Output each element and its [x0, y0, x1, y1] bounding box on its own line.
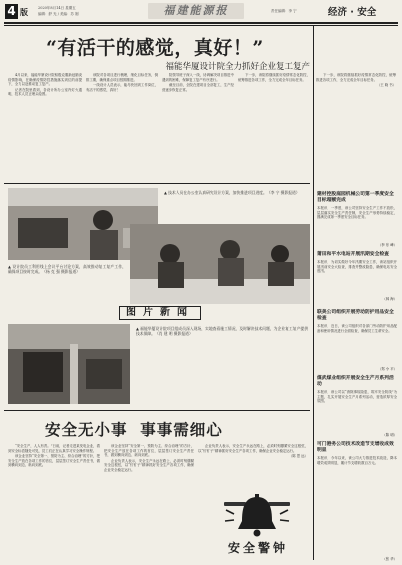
safety-column-3 — [198, 444, 308, 490]
side-news-title: 建材控股庭园机械公司第一季度安全目标超额完成 — [317, 192, 394, 203]
side-news-item — [317, 442, 397, 561]
side-news-body: 本报讯 今年以来，该公司大力推进技术改造，降本增效成效明显，累计节支增收数百万元。 — [317, 456, 397, 465]
photo-2-caption: ▲ 设计院员工利用线上会议平台讨论方案，高效推动复工复产工作，确保项目按时完成。（杨 克 强 摄影报道） — [8, 264, 126, 274]
safety-illustration — [222, 494, 292, 538]
editor-note: 责任编辑：李 宁 — [271, 9, 297, 13]
side-news-title: 煤武煤业组织开展安全生产月系列活动 — [317, 376, 394, 387]
photo-2 — [130, 224, 310, 304]
lead-paragraph: 下一步，该院将继续抓好疫情常态化防控，统筹推进各项工作，全力完成全年目标任务。 — [238, 73, 310, 82]
lead-column-4 — [238, 73, 310, 171]
lead-column-2 — [86, 73, 158, 171]
side-news-title: 可门港务公司技术改造节支增收成效明显 — [317, 442, 394, 453]
side-news-author: （郑 小 平） — [377, 367, 397, 371]
safety-paragraph: 该企业坚持“安全第一、预防为主、综合治理”的方针，把安全生产放在各项工作的首位，层层签订安全生产责任书，做到横向到边、纵向到底。 — [104, 444, 194, 458]
lead-column-5 — [316, 73, 396, 185]
sidebar-divider — [313, 26, 314, 560]
side-news-body: 本报讯 近日，该公司组织对各部门劳动防护用品配备和使用情况进行全面检查，确保员工生命安全。 — [317, 324, 397, 333]
photo-1-caption: ▲ 技术人员在办公室认真研究设计方案，加快推进项目进度。（李 宁 摄影报道） — [164, 190, 300, 195]
photo-3 — [8, 324, 130, 404]
side-news-body: 本报讯 该公司以“消除事故隐患，筑牢安全防线”为主题，扎实开展安全生产月系列活动，营造浓厚安全氛围。 — [317, 390, 397, 404]
safety-byline: （陈 思 远） — [288, 454, 308, 459]
photo-section-rule — [4, 410, 310, 411]
date-line: 2020年8月14日 星期五 — [38, 6, 76, 10]
side-news-author: （陈 明） — [382, 433, 397, 437]
side-news-title: 联美公司组织开展劳动防护用品安全检查 — [317, 310, 394, 321]
bell-icon — [222, 494, 292, 538]
lead-paragraph: 记者在院里看到，各设计所办公室内灯火通明，技术人员正埋头绘图。 — [8, 87, 82, 97]
section-title: 经济 · 安全 — [328, 7, 377, 18]
side-news-item — [317, 192, 397, 247]
safety-column-1 — [8, 444, 100, 560]
lead-column-1 — [8, 73, 82, 171]
side-news-item — [317, 310, 397, 371]
side-news-title: 莆田和平水电站开展汛期安全检查 — [317, 252, 389, 257]
photo-news-banner — [113, 306, 207, 320]
safety-paragraph: 企业负责人表示，安全生产永远在路上，必须时刻绷紧安全这根弦，以“钉钉子”精神抓好安全生产各项工作，确保企业安全稳定运行。 — [104, 458, 194, 472]
page-number: 4 — [5, 4, 18, 19]
lead-paragraph: 一线设计人员表示，能尽快回到工作岗位，有活干的感觉，真好！ — [86, 83, 158, 92]
side-news-author: （林 海） — [382, 297, 397, 301]
masthead-rule-thin — [4, 25, 398, 26]
side-news-item — [317, 252, 397, 301]
safety-headline: 安全无小事 事事需细心 — [45, 421, 223, 439]
lead-paragraph: 下一步，该院将继续抓好疫情常态化防控，统筹推进各项工作，全力完成全年目标任务。 — [316, 73, 396, 82]
lead-bottom-rule — [4, 183, 310, 184]
page-label: 版 — [20, 7, 28, 17]
masthead-logo — [148, 3, 244, 19]
masthead-rule — [4, 22, 398, 24]
side-news-body: 本报讯 一季度，该公司坚持安全生产工作不放松，层层落实安全生产责任制，安全生产形势持续稳定，圆满完成第一季度安全目标任务。 — [317, 206, 397, 220]
editor-line: 编辑：舒 光 / 美编：苏 刚 — [38, 12, 79, 16]
safety-column-2 — [104, 444, 194, 560]
photo-3-caption: ▲ 福能华厦设计院项目组成员深入现场，实地查看施工情况，及时解决技术问题，为企业复工复产提供技术保障。（肖 建 明 摄影报道） — [136, 326, 308, 337]
lead-paragraph: 院领导班子深入一线，协调解决项目推进中遇到的困难，保障复工复产有序进行。 — [162, 73, 234, 82]
side-news-author: （李 东 峰） — [377, 243, 397, 247]
safety-paragraph: 该企业坚持“安全第一、预防为主、综合治理”的方针，把安全生产放在各项工作的首位，层层签订安全生产责任书，做到横向到边、纵向到底。 — [8, 454, 100, 468]
side-news-body: 本报讯 为切实做好今年汛期安全工作，该站组织开展汛前安全大检查，排查并整改隐患，确保电站安全度汛。 — [317, 260, 397, 274]
lead-paragraph: 该院对各项目进行梳理，细化目标任务，倒排工期，确保重点项目按期推进。 — [86, 73, 158, 82]
lead-paragraph: 4月以来，福能华厦设计院积极克服新冠肺炎疫情影响，在确保疫情防控措施落实到位的前提下，全力以赴推动复工复产。 — [8, 73, 82, 87]
photo-banner-text: 图片新闻 — [119, 306, 201, 320]
lead-byline: （王 晓 书） — [376, 83, 396, 88]
safety-paragraph: 企业负责人表示，安全生产永远在路上，必须时刻绷紧安全这根弦，以“钉钉子”精神抓好安全生产各项工作，确保企业安全稳定运行。 — [198, 444, 308, 453]
photo-3-image — [8, 324, 130, 404]
side-news-author: （张 华） — [382, 557, 397, 561]
safety-paragraph: “安全生产，人人有责。”日前，记者走进某发电企业，看到安全标语随处可见，员工们正在认真学习安全操作规程。 — [8, 444, 100, 453]
side-news-item — [317, 376, 397, 437]
photo-2-image — [130, 224, 310, 304]
lead-headline: “有活干的感觉，真好！” — [46, 37, 264, 59]
brand-name: 福建能源报 — [163, 4, 229, 17]
lead-paragraph: 截至目前，全院在建项目全部复工，生产经营逐步恢复正常。 — [162, 83, 234, 92]
safety-alarm-banner: 安全警钟 — [227, 541, 288, 555]
masthead — [0, 0, 402, 24]
lead-subheadline: 福能华厦设计院全力抓好企业复工复产 — [165, 62, 310, 72]
lead-column-3 — [162, 73, 234, 171]
